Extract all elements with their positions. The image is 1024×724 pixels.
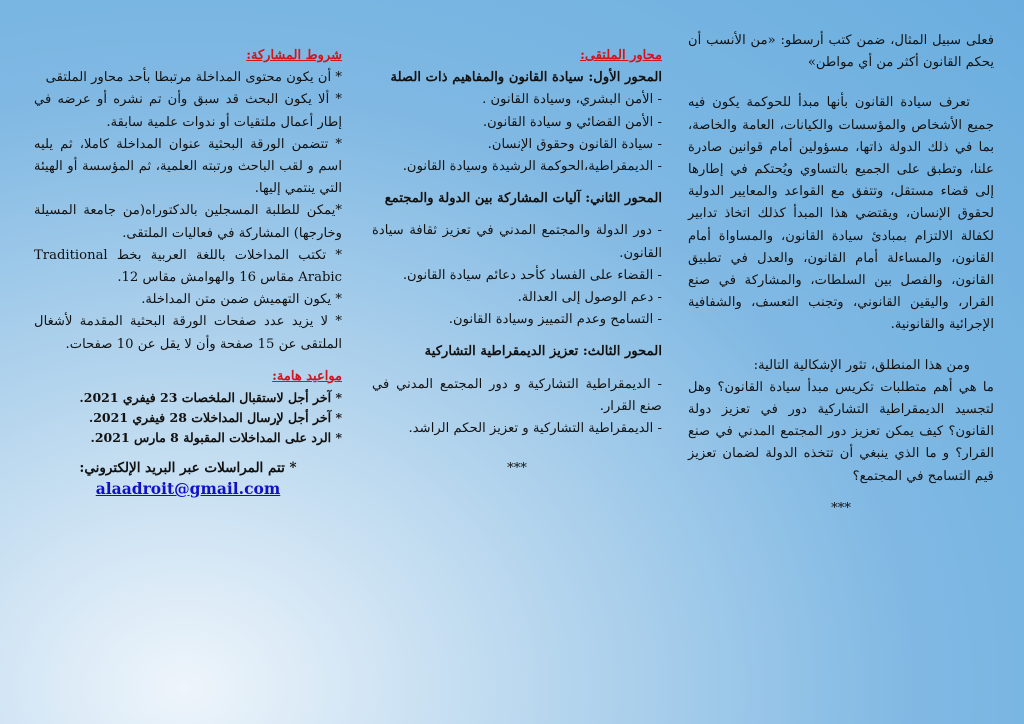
condition-item: * أن يكون محتوى المداخلة مرتبطا بأحد محاور الملتقى <box>45 70 342 86</box>
axis-3-item: - الديمقراطية التشاركية و دور المجتمع المدني في صنع القرار. <box>372 376 662 414</box>
axis-1-item: - الأمن البشري، وسيادة القانون . <box>482 92 662 108</box>
section-separator: *** <box>831 500 851 516</box>
section-separator: *** <box>507 461 527 477</box>
condition-item: * تكتب المداخلات باللغة العربية بخط Traditional Arabic مقاس 16 والهوامش مقاس 12. <box>34 247 342 286</box>
date-item: * آخر أجل لاستقبال الملخصات 23 فيفري 2021. <box>79 390 342 406</box>
axis-1-item: - سيادة القانون وحقوق الإنسان. <box>487 136 662 152</box>
condition-item: *يمكن للطلبة المسجلين بالدكتوراه(من جامعة المسيلة وخارجها) المشاركة في فعاليات الملتقى. <box>34 203 342 241</box>
correspondence-note: * تتم المراسلات عبر البريد الإلكتروني: <box>79 460 297 477</box>
axis-3-item: - الديمقراطية التشاركية و تعزيز الحكم الراشد. <box>408 421 662 437</box>
problem-statement: ما هي أهم متطلبات تكريس مبدأ سيادة القانون؟ وهل لتجسيد الديمقراطية التشاركية دور في تعزيز دولة القانون؟ كيف يمكن تعزيز دور المجتمع المدني في صنع القرار؟ و ما الذي ينبغي أن تتخذه الدولة لضمان تعزيز قيم التسامح في المجتمع؟ <box>688 379 994 484</box>
conditions-heading: شروط المشاركة: <box>246 48 342 63</box>
condition-item: * لا يزيد عدد صفحات الورقة البحثية المقدمة لأشغال الملتقى عن 15 صفحة وأن لا يقل عن 10 صفحات. <box>34 314 342 352</box>
axis-1-item: - الديمقراطية،الحوكمة الرشيدة وسيادة القانون. <box>402 159 662 175</box>
axis-1-item: - الأمن القضائي و سيادة القانون. <box>482 114 662 130</box>
axis-1-title: المحور الأول: سيادة القانون والمفاهيم ذات الصلة <box>390 70 662 86</box>
condition-item: * ألا يكون البحث قد سبق وأن تم نشره أو عرضه في إطار أعمال ملتقيات أو ندوات علمية سابقة. <box>34 92 342 130</box>
axis-3-title: المحور الثالث: تعزيز الديمقراطية التشاركية <box>424 344 662 360</box>
dates-heading: مواعيد هامة: <box>272 368 342 384</box>
axis-2-item: - التسامح وعدم التمييز وسيادة القانون. <box>448 312 662 328</box>
date-item: * آخر أجل لإرسال المداخلات 28 فيفري 2021. <box>88 410 342 426</box>
axis-2-item: - القضاء على الفساد كأحد دعائم سيادة القانون. <box>402 267 662 283</box>
axis-2-item: - دعم الوصول إلى العدالة. <box>517 290 662 306</box>
condition-item: * تتضمن الورقة البحثية عنوان المداخلة كاملا، ثم يليه اسم و لقب الباحث ورتبته العلمية، ثم المؤسسة أو الهيئة التي ينتمي إليها. <box>34 136 342 197</box>
intro-quote: فعلى سبيل المثال، ضمن كتب أرسطو: «من الأنسب أن يحكم القانون أكثر من أي مواطن» <box>688 33 994 71</box>
column-axes <box>372 45 662 480</box>
contact-email-link[interactable]: alaadroit@gmail.com <box>95 479 281 499</box>
rule-of-law-definition: تعرف سيادة القانون بأنها مبدأ للحوكمة يكون فيه جميع الأشخاص والمؤسسات والكيانات، العامة والخاصة، بما في ذلك الدولة ذاتها، مسؤولين أمام قوانين صادرة علنا، وتطبق على الجميع بالتساوي ويُحتكم في إطارها إلى قضاء مستقل، وتتفق مع القواعد والمعايير الدولية لحقوق الإنسان، ويقتضي هذا المبدأ كذلك اتخاذ تدابير لكفالة الالتزام بمبادئ سيادة القانون، والمساواة أمام القانون، والمساءلة أمام القانون، والعدل في تطبيق القانون، والفصل بين السلطات، والمشاركة في صنع القرار، واليقين القانوني، وتجنب التعسف، والشفافية الإجرائية والقانونية. <box>688 95 994 333</box>
axis-2-title: المحور الثاني: آليات المشاركة بين الدولة والمجتمع <box>384 191 662 207</box>
column-introduction <box>688 30 994 520</box>
problem-intro: ومن هذا المنطلق، تثور الإشكالية التالية: <box>753 357 970 373</box>
condition-item: * يكون التهميش ضمن متن المداخلة. <box>141 292 342 308</box>
axes-heading: محاور الملتقى: <box>580 48 662 63</box>
axis-2-item: - دور الدولة والمجتمع المدني في تعزيز ثقافة سيادة القانون. <box>372 223 662 261</box>
column-conditions <box>34 45 342 500</box>
date-item: * الرد على المداخلات المقبولة 8 مارس 2021. <box>90 430 342 446</box>
